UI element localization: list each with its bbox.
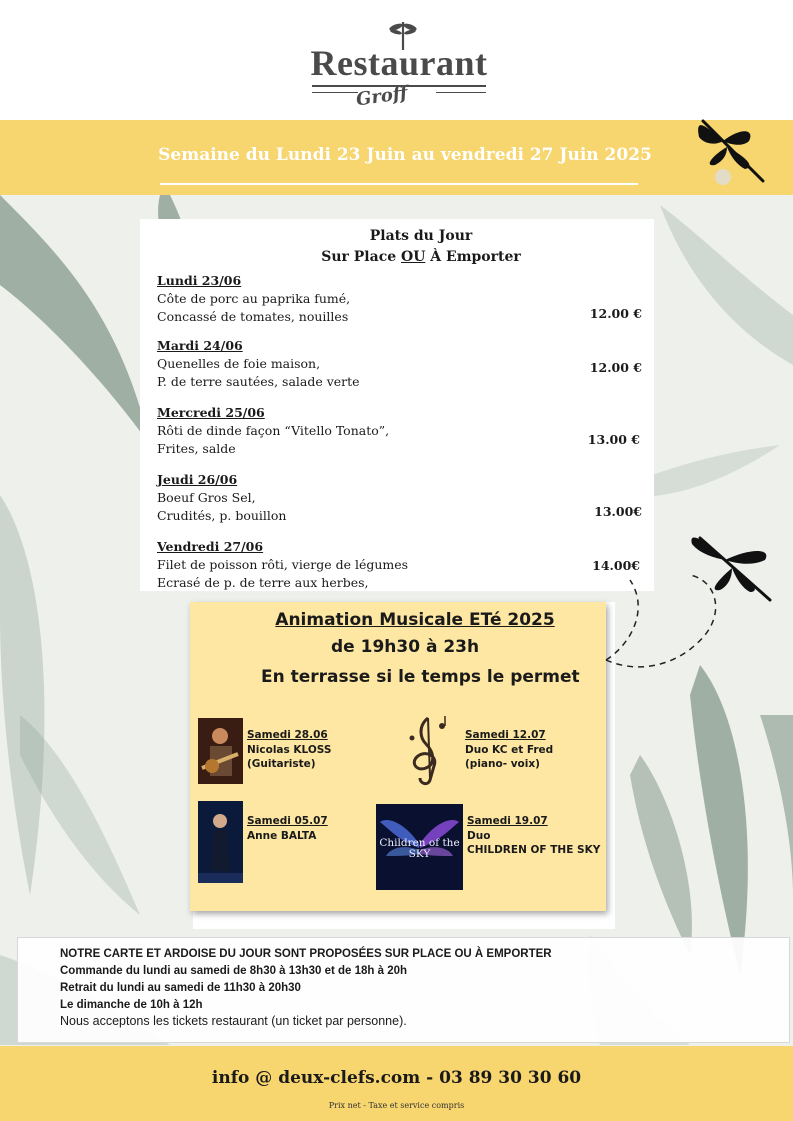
act-detail: (piano- voix) <box>465 758 540 770</box>
dish-price: 13.00 € <box>587 432 640 447</box>
logo-name: Restaurant <box>310 43 488 83</box>
info-commande: Commande du lundi au samedi de 8h30 à 13h30 et de 18h à 20h <box>60 965 408 977</box>
act-name: Nicolas KLOSS <box>247 743 332 756</box>
menu-day <box>157 404 577 458</box>
dish-line: Ecrasé de p. de terre aux herbes, <box>157 575 369 590</box>
treble-clef-icon <box>404 712 450 786</box>
act-date: Samedi 28.06 <box>247 729 328 741</box>
logo-subtitle: Groff <box>354 82 409 111</box>
act-name: Duo <box>467 829 491 842</box>
week-underline <box>160 183 638 185</box>
menu-title-part: À Emporter <box>425 249 521 265</box>
menu-title <box>140 226 702 268</box>
menu-day <box>157 272 577 326</box>
day-name: Mardi 24/06 <box>157 338 243 353</box>
guitarist-photo <box>198 718 243 784</box>
dragonfly-icon <box>693 115 773 190</box>
info-carte: NOTRE CARTE ET ARDOISE DU JOUR SONT PROPOSÉES SUR PLACE OU À EMPORTER <box>60 948 552 960</box>
act-date: Samedi 12.07 <box>465 729 546 741</box>
info-retrait: Retrait du lundi au samedi de 11h30 à 20h30 <box>60 982 301 994</box>
info-dimanche: Le dimanche de 10h à 12h <box>60 999 203 1011</box>
act-name: Anne BALTA <box>247 829 317 842</box>
dish-line: P. de terre sautées, salade verte <box>157 374 360 389</box>
act-entry <box>465 728 553 772</box>
dish-price: 14.00€ <box>592 558 640 573</box>
logo-rule <box>436 92 486 93</box>
singer-photo <box>198 801 243 883</box>
act-entry <box>247 814 328 843</box>
animation-hours: de 19h30 à 23h <box>331 637 480 657</box>
dish-line: Filet de poisson rôti, vierge de légumes <box>157 557 409 572</box>
dish-line: Crudités, p. bouillon <box>157 508 287 523</box>
dish-line: Boeuf Gros Sel, <box>157 490 256 505</box>
dish-price: 13.00€ <box>594 504 642 519</box>
dish-line: Rôti de dinde façon “Vitello Tonato”, <box>157 423 390 438</box>
day-name: Mercredi 25/06 <box>157 405 265 420</box>
logo-rule <box>312 92 358 93</box>
day-name: Vendredi 27/06 <box>157 539 264 554</box>
footer-contact: info @ deux-clefs.com - 03 89 30 30 60 <box>211 1068 582 1088</box>
dish-price: 12.00 € <box>589 306 642 321</box>
menu-title-line1: Plats du Jour <box>369 228 473 244</box>
act-entry <box>247 728 331 772</box>
poster-title: Children of the SKY <box>379 837 460 860</box>
dish-line: Quenelles de foie maison, <box>157 356 321 371</box>
day-name: Jeudi 26/06 <box>157 472 238 487</box>
band-poster <box>376 804 463 890</box>
flying-dragonfly-icon <box>600 530 793 680</box>
act-name: Duo KC et Fred <box>465 743 554 756</box>
animation-title: Animation Musicale ETé 2025 <box>275 610 555 630</box>
act-entry <box>467 814 600 858</box>
act-date: Samedi 05.07 <box>247 815 328 827</box>
day-name: Lundi 23/06 <box>157 273 242 288</box>
week-title: Semaine du Lundi 23 Juin au vendredi 27 Juin 2025 <box>158 145 652 165</box>
footer-note: Prix net - Taxe et service compris <box>328 1101 465 1110</box>
menu-title-line2 <box>140 247 702 268</box>
menu-day <box>157 471 577 525</box>
animation-terrace: En terrasse si le temps le permet <box>261 667 580 687</box>
menu-title-or: OU <box>401 249 426 265</box>
menu-title-part: Sur Place <box>321 249 401 265</box>
act-detail: CHILDREN OF THE SKY <box>467 844 601 856</box>
menu-day <box>157 337 577 391</box>
dish-line: Frites, salde <box>157 441 236 456</box>
dish-price: 12.00 € <box>589 360 642 375</box>
menu-day <box>157 538 577 592</box>
act-date: Samedi 19.07 <box>467 815 548 827</box>
dish-line: Concassé de tomates, nouilles <box>157 309 349 324</box>
act-detail: (Guitariste) <box>247 758 316 770</box>
dish-line: Côte de porc au paprika fumé, <box>157 291 351 306</box>
info-tickets: Nous acceptons les tickets restaurant (un ticket par personne). <box>60 1014 407 1028</box>
